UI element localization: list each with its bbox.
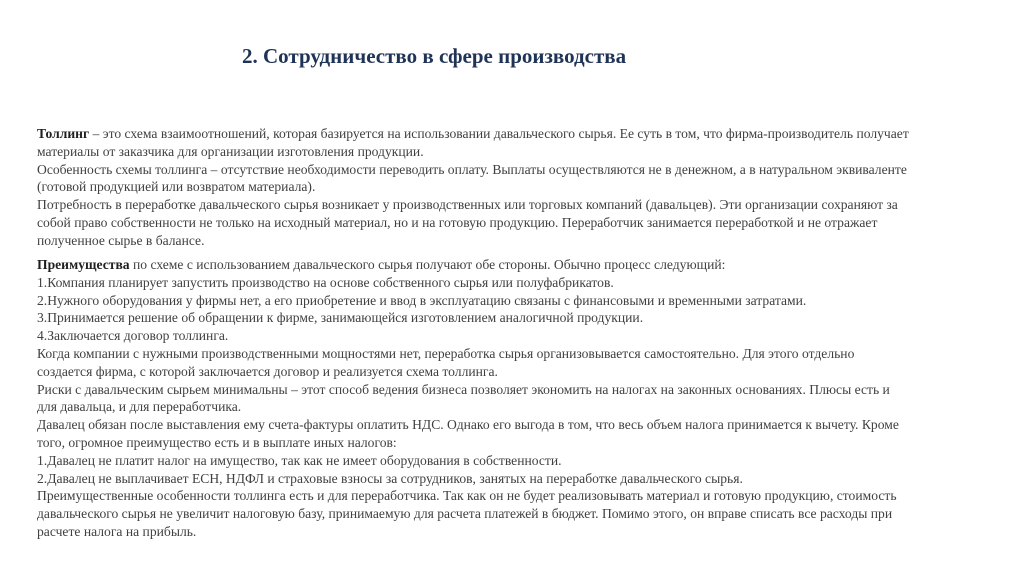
- text-line: Потребность в переработке давальческого сырья возникает у производственных или торговых компаний (давальцев). Эти организации сохраняют за: [37, 197, 898, 213]
- text-line: 2.Давалец не выплачивает ЕСН, НДФЛ и страховые взносы за сотрудников, занятых на переработке давальческого сырья.: [37, 470, 743, 486]
- text-line: Давалец обязан после выставления ему счета-фактуры оплатить НДС. Однако его выгода в том, что весь объем налога принимается к вычету. Кроме: [37, 417, 899, 433]
- line-text: – это схема взаимоотношений, которая базируется на использовании давальческого сырья. Ее суть в том, что фирма-производитель получает: [89, 126, 909, 141]
- slide-title: 2. Сотрудничество в сфере производства: [242, 44, 627, 68]
- text-line: полученное сырье в балансе.: [37, 232, 205, 248]
- line-text: по схеме с использованием давальческого сырья получают обе стороны. Обычно процесс следующий:: [129, 257, 726, 272]
- text-line: Риски с давальческим сырьем минимальны – этот способ ведения бизнеса позволяет экономить на налогах на законных основаниях. Плюсы есть и: [37, 381, 890, 397]
- term-advantages: Преимущества: [37, 257, 130, 272]
- text-line: для давальца, и для переработчика.: [37, 399, 242, 415]
- text-line: того, огромное преимущество есть и в выплате иных налогов:: [37, 434, 397, 450]
- paragraph-advantages: [37, 256, 992, 541]
- text-line: расчете налога на прибыль.: [37, 523, 197, 539]
- text-line: 2.Нужного оборудования у фирмы нет, а его приобретение и ввод в эксплуатацию связаны с финансовыми и временными затратами.: [37, 292, 807, 308]
- text-line: Преимущественные особенности толлинга есть и для переработчика. Так как он не будет реализовывать материал и готовую продукцию, стоимость: [37, 488, 897, 504]
- text-line: материалы от заказчика для организации изготовления продукции.: [37, 143, 424, 159]
- text-line: 1.Давалец не платит налог на имущество, так как не имеет оборудования в собственности.: [37, 452, 562, 468]
- text-line: создается фирма, с которой заключается договор и реализуется схема толлинга.: [37, 363, 498, 379]
- text-line: (готовой продукцией или возвратом материала).: [37, 179, 316, 195]
- text-line: собой право собственности не только на исходный материал, но и на готовую продукцию. Переработчик занимается переработкой и не отражает: [37, 214, 878, 230]
- text-line: Когда компании с нужными производственными мощностями нет, переработка сырья организовывается самостоятельно. Для этого отдельно: [37, 345, 855, 361]
- term-tolling: Толлинг: [37, 126, 90, 141]
- text-line: 4.Заключается договор толлинга.: [37, 328, 229, 344]
- text-line: 3.Принимается решение об обращении к фирме, занимающейся изготовлением аналогичной продукции.: [37, 310, 644, 326]
- text-line: Особенность схемы толлинга – отсутствие необходимости переводить оплату. Выплаты осуществляются не в денежном, а в натуральном эквиваленте: [37, 161, 907, 177]
- text-line: давальческого сырья не увеличит налоговую базу, принимаемую для расчета платежей в бюджет. Помимо этого, он вправе списать все расходы при: [37, 506, 893, 522]
- text-line: [37, 256, 992, 274]
- paragraph-tolling: [37, 125, 992, 250]
- text-line: [37, 125, 992, 143]
- text-line: 1.Компания планирует запустить производство на основе собственного сырья или полуфабрикатов.: [37, 274, 614, 290]
